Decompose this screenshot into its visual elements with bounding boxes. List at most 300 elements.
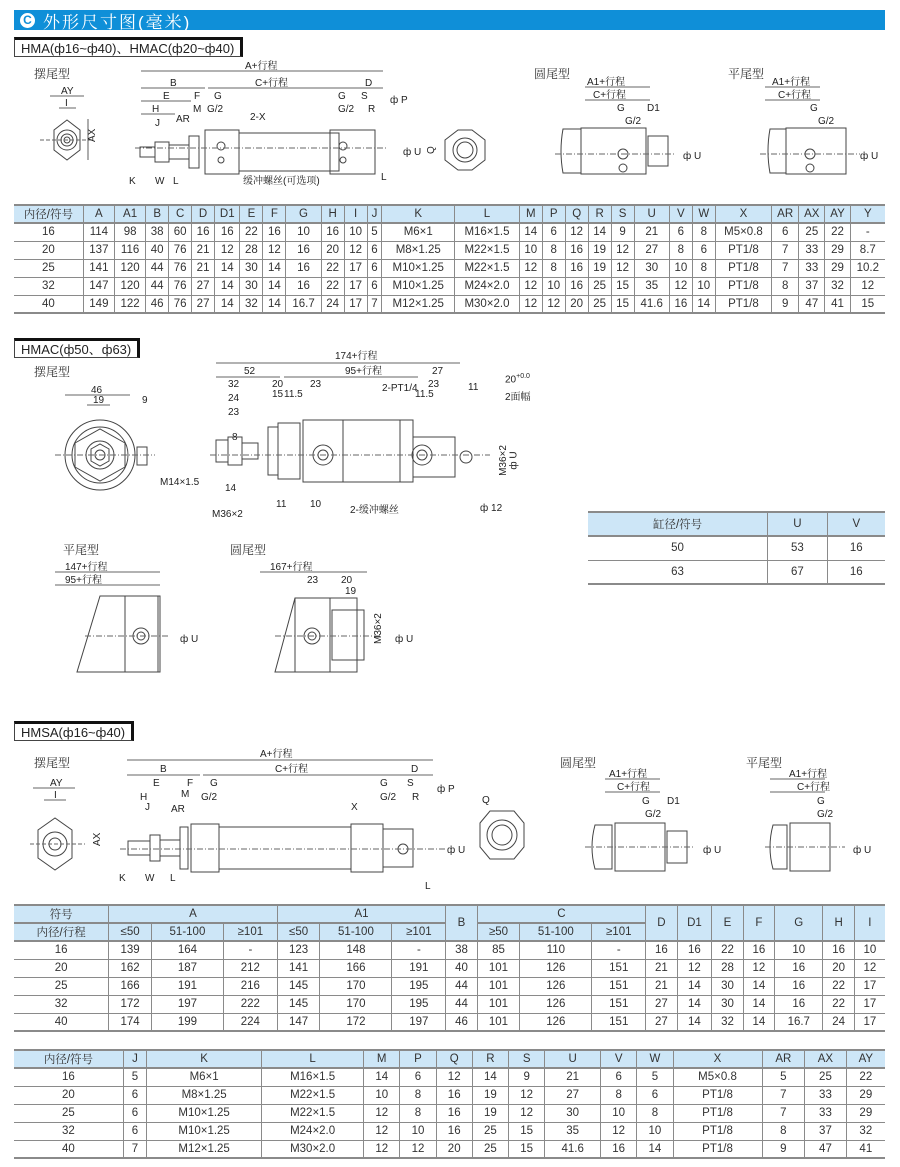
table-cell: 29 [846, 1104, 885, 1122]
table-row [14, 1104, 885, 1122]
column-header: K [147, 1050, 262, 1068]
section-banner [14, 10, 885, 30]
column-header: M [519, 205, 542, 223]
table-cell: 20 [14, 1086, 123, 1104]
table-cell: 139 [109, 941, 152, 959]
table-cell: 12 [601, 1122, 637, 1140]
column-header: W [692, 205, 715, 223]
table-cell: 27 [545, 1086, 601, 1104]
column-header: K [382, 205, 455, 223]
table-cell: 10 [400, 1122, 436, 1140]
table-cell: 16 [646, 941, 677, 959]
table-cell: 16 [215, 223, 240, 241]
cylinder-side-view-diagram [125, 60, 425, 190]
svg-text:32: 32 [228, 379, 240, 390]
table-cell: 7 [762, 1104, 805, 1122]
table-cell: 12 [519, 277, 542, 295]
column-header: L [262, 1050, 364, 1068]
column-header: 内径/符号 [14, 205, 83, 223]
column-header: ≥50 [477, 923, 520, 941]
table-cell: 19 [472, 1104, 508, 1122]
table-cell: 15 [509, 1122, 545, 1140]
model-label-hma: HMA(ф16~ф40)、HMAC(ф20~ф40) [14, 37, 243, 57]
table-cell: 12 [677, 959, 712, 977]
table-cell: 9 [762, 1140, 805, 1158]
flat-tail-label-3: 平尾型 [746, 756, 783, 770]
column-header: Q [436, 1050, 472, 1068]
table-cell: - [392, 941, 446, 959]
table-cell: 14 [692, 295, 715, 313]
svg-text:95+行程: 95+行程 [65, 575, 102, 586]
table-cell: 33 [799, 259, 825, 277]
table-cell: 41.6 [634, 295, 669, 313]
table-cell: 30 [712, 995, 743, 1013]
column-header: J [123, 1050, 146, 1068]
table-cell: 6 [692, 241, 715, 259]
table-cell: 32 [825, 277, 850, 295]
table-cell: 12 [519, 295, 542, 313]
table-cell: 137 [83, 241, 114, 259]
table-cell: 10 [519, 241, 542, 259]
table-cell: 28 [712, 959, 743, 977]
table-cell: 38 [146, 223, 169, 241]
table-cell: 20 [436, 1140, 472, 1158]
table-cell: 101 [477, 1013, 520, 1031]
table-cell: 10 [601, 1104, 637, 1122]
svg-text:C+行程: C+行程 [275, 764, 309, 775]
table-cell: 16 [565, 241, 588, 259]
svg-text:D: D [365, 78, 373, 89]
svg-text:8: 8 [232, 432, 238, 443]
table-cell: 33 [805, 1104, 846, 1122]
svg-text:ф U: ф U [683, 151, 702, 162]
table-cell: - [592, 941, 646, 959]
table-cell: 126 [520, 959, 592, 977]
table-cell: 197 [151, 995, 223, 1013]
table-cell: 16 [286, 241, 321, 259]
table-cell: 25 [14, 977, 109, 995]
table-cell: 101 [477, 959, 520, 977]
column-header: I [344, 205, 367, 223]
table-cell: 10 [364, 1086, 400, 1104]
m36-vertical-label: M36×2 [497, 445, 509, 476]
table-cell: PT1/8 [673, 1140, 762, 1158]
column-header: V [827, 512, 885, 536]
table-cell: 33 [799, 241, 825, 259]
table-row [14, 995, 885, 1013]
svg-text:174+行程: 174+行程 [335, 351, 378, 362]
th-A1: A1 [277, 905, 446, 923]
table-cell: 17 [344, 295, 367, 313]
table-cell: M24×2.0 [455, 277, 520, 295]
svg-text:ф P: ф P [437, 784, 455, 795]
column-header: W [637, 1050, 673, 1068]
column-header: R [588, 205, 611, 223]
table-cell: 25 [14, 1104, 123, 1122]
table-cell: 16 [669, 295, 692, 313]
svg-text:G/2: G/2 [338, 104, 355, 115]
table-cell: 12 [519, 259, 542, 277]
table-cell: 16 [286, 277, 321, 295]
table-cell: 29 [825, 241, 850, 259]
svg-text:W: W [145, 873, 155, 884]
table-cell: 12 [364, 1140, 400, 1158]
table-cell: 16.7 [775, 1013, 823, 1031]
column-header: G [286, 205, 321, 223]
column-header: J [367, 205, 382, 223]
table-cell: 110 [520, 941, 592, 959]
column-header: X [715, 205, 771, 223]
table-cell: 27 [646, 995, 677, 1013]
round-tail-label-2: 圆尾型 [230, 543, 267, 557]
table-cell: 17 [344, 277, 367, 295]
table-cell: PT1/8 [673, 1122, 762, 1140]
svg-text:G: G [642, 796, 650, 807]
svg-text:AR: AR [176, 114, 190, 125]
svg-text:E: E [153, 778, 160, 789]
column-header: 51-100 [151, 923, 223, 941]
table-cell: M6×1 [147, 1068, 262, 1086]
svg-text:C+行程: C+行程 [617, 782, 651, 793]
table-cell: 7 [772, 259, 799, 277]
table-cell: 7 [762, 1086, 805, 1104]
table-cell: 44 [146, 277, 169, 295]
svg-text:G: G [380, 778, 388, 789]
table-cell: 14 [519, 223, 542, 241]
table-cell: M30×2.0 [262, 1140, 364, 1158]
svg-text:19: 19 [93, 395, 105, 406]
svg-text:E: E [163, 91, 170, 102]
table-cell: 16 [14, 223, 83, 241]
table-cell: 147 [277, 1013, 320, 1031]
svg-text:ф U: ф U [853, 845, 872, 856]
table-cell: 22 [823, 995, 854, 1013]
table-cell: 16 [775, 995, 823, 1013]
svg-text:11: 11 [468, 382, 479, 393]
column-header: Y [850, 205, 885, 223]
table-cell: 8 [542, 259, 565, 277]
table-cell: 12 [611, 241, 634, 259]
table-cell: 166 [320, 959, 392, 977]
svg-text:M36×2: M36×2 [212, 509, 243, 520]
table-cell: 16 [436, 1086, 472, 1104]
table-cell: 7 [772, 241, 799, 259]
table-cell: 76 [169, 259, 192, 277]
table-cell: 19 [588, 241, 611, 259]
svg-text:I: I [54, 790, 57, 801]
table-cell: 172 [320, 1013, 392, 1031]
dim-AX: AX [87, 128, 98, 142]
table-cell: 19 [588, 259, 611, 277]
table-cell: 8 [601, 1086, 637, 1104]
column-header: 内径/符号 [14, 1050, 123, 1068]
table-cell: 148 [320, 941, 392, 959]
table-cell: 40 [14, 295, 83, 313]
table-cell: 50 [588, 536, 768, 560]
column-header: D1 [215, 205, 240, 223]
table-cell: 6 [123, 1122, 146, 1140]
svg-text:X: X [351, 802, 358, 813]
table-cell: 6 [400, 1068, 436, 1086]
svg-text:ф U: ф U [860, 151, 879, 162]
table-cell: PT1/8 [673, 1104, 762, 1122]
table-cell: M16×1.5 [262, 1068, 364, 1086]
table-cell: 22 [321, 259, 344, 277]
table-cell: 14 [588, 223, 611, 241]
table-cell: 44 [446, 995, 477, 1013]
table-cell: 16 [677, 941, 712, 959]
table-cell: 60 [169, 223, 192, 241]
table-cell: 120 [114, 277, 145, 295]
table-cell: 41.6 [545, 1140, 601, 1158]
table-cell: 46 [446, 1013, 477, 1031]
table-cell: 126 [520, 977, 592, 995]
table-cell: 16 [436, 1104, 472, 1122]
flats-dim: $20^{+0.0}$ [505, 373, 530, 386]
table-cell: M22×1.5 [455, 241, 520, 259]
table-cell: 10 [286, 223, 321, 241]
table-cell: M10×1.25 [382, 259, 455, 277]
table-cell: 85 [477, 941, 520, 959]
table-cell: 8 [772, 277, 799, 295]
table-cell: 12 [344, 241, 367, 259]
table-cell: 12 [509, 1086, 545, 1104]
table-cell: 21 [646, 959, 677, 977]
table-cell: 14 [263, 295, 286, 313]
svg-text:J: J [155, 118, 160, 129]
column-header: 缸径/符号 [588, 512, 768, 536]
table-cell: 20 [565, 295, 588, 313]
table-cell: 27 [634, 241, 669, 259]
table-cell: 21 [192, 241, 215, 259]
column-header: A [83, 205, 114, 223]
hmsa-end-view-diagram [30, 780, 110, 880]
table-cell: M10×1.25 [382, 277, 455, 295]
th-symbol: 符号 [14, 905, 109, 923]
table-row [14, 977, 885, 995]
table-cell: 33 [805, 1086, 846, 1104]
table-cell: 22 [240, 223, 263, 241]
table-row [14, 941, 885, 959]
svg-text:ф U: ф U [703, 845, 722, 856]
svg-text:M36×2: M36×2 [373, 613, 384, 644]
table-cell: 16 [14, 1068, 123, 1086]
table-cell: 14 [743, 977, 774, 995]
table-cell: 20 [321, 241, 344, 259]
svg-text:Q: Q [426, 146, 437, 154]
table-cell: 16 [321, 223, 344, 241]
table-cell: 224 [223, 1013, 277, 1031]
svg-text:G: G [810, 103, 818, 114]
svg-text:A+行程: A+行程 [260, 749, 293, 760]
th-D: D [646, 905, 677, 941]
table-cell: 41 [846, 1140, 885, 1158]
th-H: H [823, 905, 854, 941]
table-cell: 20 [823, 959, 854, 977]
table-row [14, 259, 885, 277]
column-header: E [240, 205, 263, 223]
table-cell: 6 [123, 1086, 146, 1104]
column-header: M [364, 1050, 400, 1068]
table-cell: M12×1.25 [382, 295, 455, 313]
swing-tail-label-3: 摆尾型 [34, 756, 71, 770]
table-cell: 170 [320, 995, 392, 1013]
svg-text:M: M [193, 104, 202, 115]
table-cell: 10 [542, 277, 565, 295]
column-header: C [169, 205, 192, 223]
svg-text:A+行程: A+行程 [245, 61, 278, 72]
table-cell: 14 [743, 995, 774, 1013]
table-cell: 10 [775, 941, 823, 959]
column-header: ≤50 [277, 923, 320, 941]
svg-text:F: F [194, 91, 201, 102]
table-cell: 9 [509, 1068, 545, 1086]
table-cell: PT1/8 [715, 277, 771, 295]
table-cell: 12 [669, 277, 692, 295]
table-cell: 12 [854, 959, 885, 977]
table-cell: 30 [240, 259, 263, 277]
table-cell: 15 [509, 1140, 545, 1158]
hmac-flat-tail-diagram [55, 560, 205, 680]
svg-text:H: H [140, 792, 148, 803]
table-cell: 6 [367, 277, 382, 295]
svg-text:ф U: ф U [180, 634, 199, 645]
hmsa-round-tail-diagram [585, 765, 725, 880]
table-cell: 9 [772, 295, 799, 313]
svg-text:23: 23 [307, 575, 319, 586]
table-cell: M22×1.5 [455, 259, 520, 277]
table-cell: 116 [114, 241, 145, 259]
svg-text:24: 24 [228, 393, 240, 404]
table-cell: 172 [109, 995, 152, 1013]
flats-label: 2面幅 [505, 392, 531, 403]
table-cell: 47 [799, 295, 825, 313]
table-cell: 17 [344, 259, 367, 277]
table-cell: 22 [825, 223, 850, 241]
table-cell: 25 [799, 223, 825, 241]
table-cell: 5 [762, 1068, 805, 1086]
table-cell: 6 [669, 223, 692, 241]
hex-end-view-diagram [40, 86, 110, 180]
th-E: E [712, 905, 743, 941]
svg-text:L: L [170, 873, 176, 884]
svg-text:G: G [338, 91, 346, 102]
rod-end-view-diagram [420, 120, 500, 180]
column-header: 51-100 [320, 923, 392, 941]
table-cell: 16 [827, 536, 885, 560]
table-cell: M24×2.0 [262, 1122, 364, 1140]
table-cell: 32 [14, 277, 83, 295]
table-row [14, 277, 885, 295]
table-cell: 10 [669, 259, 692, 277]
table-cell: 32 [14, 1122, 123, 1140]
dim-AY: AY [61, 86, 74, 97]
table-cell: 25 [805, 1068, 846, 1086]
table-cell: PT1/8 [715, 295, 771, 313]
table-row [14, 1140, 885, 1158]
table-cell: 16 [436, 1122, 472, 1140]
round-tail-label: 圆尾型 [534, 67, 571, 81]
table-cell: 8 [762, 1122, 805, 1140]
th-B: B [446, 905, 477, 941]
table-cell: 17 [854, 1013, 885, 1031]
table-row [14, 1013, 885, 1031]
table-cell: 24 [823, 1013, 854, 1031]
table-cell: 25 [14, 259, 83, 277]
svg-text:I: I [65, 98, 68, 109]
table-cell: 14 [677, 995, 712, 1013]
table-cell: 14 [743, 1013, 774, 1031]
svg-text:2-缓冲螺丝: 2-缓冲螺丝 [350, 505, 399, 516]
table-cell: 101 [477, 995, 520, 1013]
table-cell: 8.7 [850, 241, 885, 259]
svg-text:G: G [210, 778, 218, 789]
table-cell: 5 [123, 1068, 146, 1086]
table-cell: 47 [805, 1140, 846, 1158]
table-cell: 12 [542, 295, 565, 313]
table-cell: 28 [240, 241, 263, 259]
table-row [14, 959, 885, 977]
svg-text:B: B [160, 764, 167, 775]
table-cell: 191 [392, 959, 446, 977]
svg-text:23: 23 [310, 379, 322, 390]
column-header: X [673, 1050, 762, 1068]
table-cell: 20 [14, 241, 83, 259]
hmsa-dimension-table-2 [14, 1049, 885, 1159]
table-cell: 122 [114, 295, 145, 313]
hma-dimension-table [14, 204, 885, 314]
table-cell: 216 [223, 977, 277, 995]
table-cell: 162 [109, 959, 152, 977]
svg-text:A1+行程: A1+行程 [587, 77, 626, 88]
table-cell: 8 [400, 1104, 436, 1122]
column-header: AX [799, 205, 825, 223]
table-cell: 6 [637, 1086, 673, 1104]
table-cell: 16 [565, 277, 588, 295]
table-cell: 6 [542, 223, 565, 241]
table-cell: 32 [846, 1122, 885, 1140]
table-cell: 170 [320, 977, 392, 995]
table-cell: 6 [601, 1068, 637, 1086]
table-cell: 8 [669, 241, 692, 259]
table-cell: PT1/8 [673, 1086, 762, 1104]
svg-text:R: R [368, 104, 376, 115]
table-cell: 8 [637, 1104, 673, 1122]
svg-text:A1+行程: A1+行程 [789, 769, 828, 780]
table-cell: 141 [83, 259, 114, 277]
table-row [14, 1086, 885, 1104]
hmsa-dimension-table-1 [14, 904, 885, 1032]
column-header: S [611, 205, 634, 223]
table-cell: 12 [743, 959, 774, 977]
table-cell: 46 [146, 295, 169, 313]
th-D1: D1 [677, 905, 712, 941]
table-cell: 14 [364, 1068, 400, 1086]
table-cell: 21 [646, 977, 677, 995]
svg-text:G/2: G/2 [201, 792, 218, 803]
round-tail-label-3: 圆尾型 [560, 756, 597, 770]
svg-text:2-X: 2-X [250, 112, 266, 123]
table-cell: 123 [277, 941, 320, 959]
table-cell: 141 [277, 959, 320, 977]
table-cell: 35 [545, 1122, 601, 1140]
table-cell: 30 [240, 277, 263, 295]
table-cell: M16×1.5 [455, 223, 520, 241]
th-C: C [477, 905, 646, 923]
table-cell: 16 [775, 959, 823, 977]
th-G: G [775, 905, 823, 941]
table-cell: 40 [14, 1140, 123, 1158]
